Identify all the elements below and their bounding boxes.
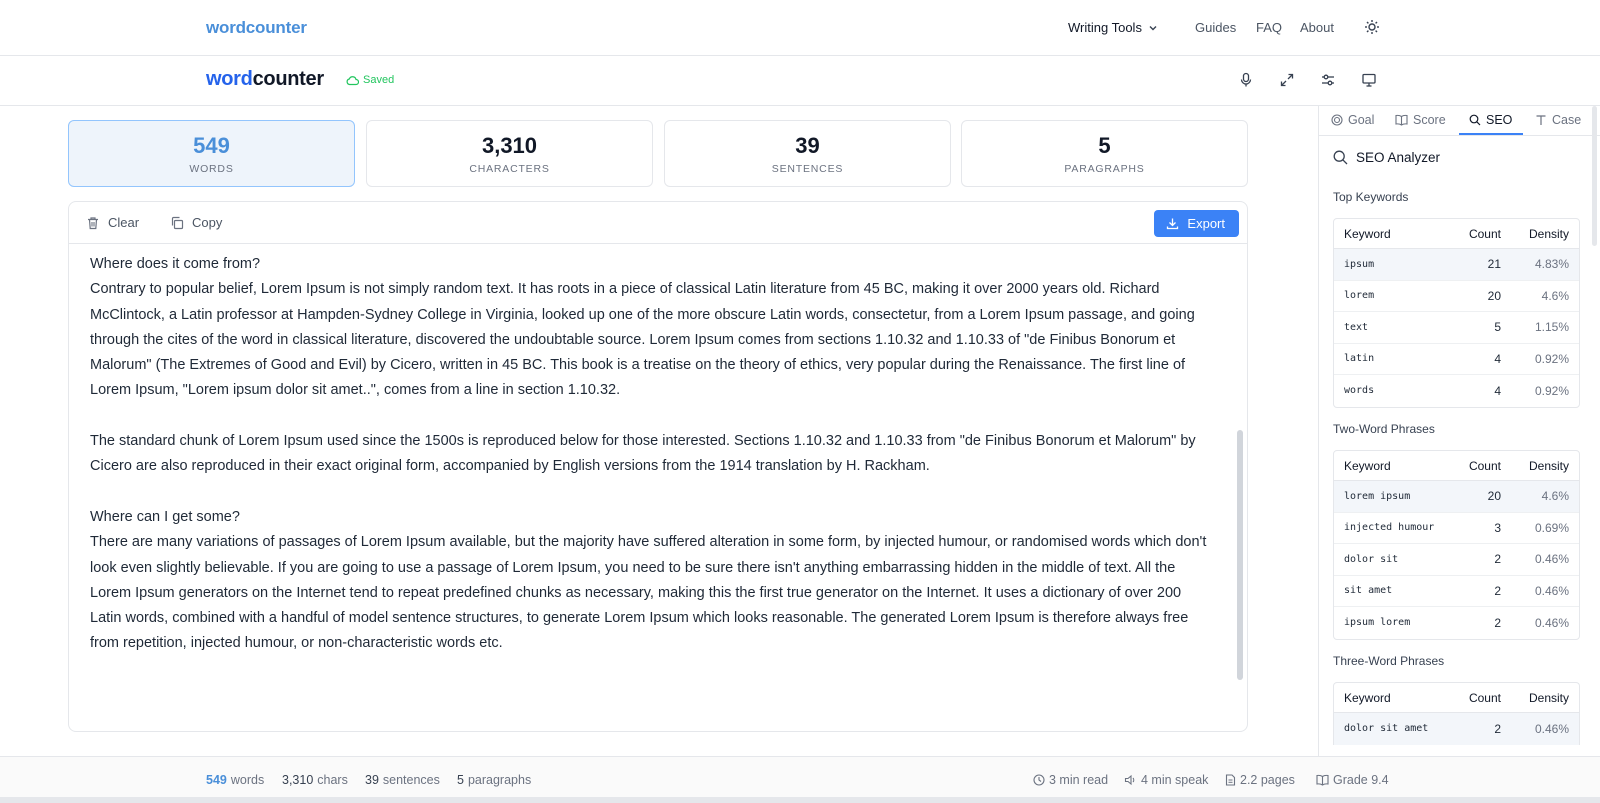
- col-keyword: Keyword: [1344, 458, 1391, 473]
- tab-label: Score: [1413, 113, 1446, 127]
- row-density: 0.92%: [1534, 383, 1569, 398]
- table-row: [1334, 312, 1579, 344]
- col-keyword: Keyword: [1344, 226, 1391, 241]
- nav-writing-tools[interactable]: [1068, 20, 1158, 35]
- row-count: 4: [1494, 383, 1501, 398]
- text-editor: [68, 201, 1248, 732]
- stat-label: WORDS: [189, 163, 234, 175]
- col-count: Count: [1468, 226, 1501, 241]
- tab-label: Case: [1552, 113, 1582, 127]
- cloud-icon: [346, 75, 359, 86]
- row-keyword: ipsum: [1344, 258, 1375, 270]
- row-count: 20: [1487, 489, 1501, 504]
- search-icon: [1333, 150, 1348, 165]
- footer-chars: [282, 773, 348, 787]
- monitor-icon[interactable]: [1361, 72, 1377, 88]
- row-keyword: words: [1344, 385, 1375, 397]
- copy-label: Copy: [192, 215, 223, 230]
- row-count: 2: [1494, 552, 1501, 567]
- tab-goal[interactable]: [1331, 113, 1374, 127]
- col-keyword: Keyword: [1344, 690, 1391, 705]
- active-tab-indicator: [1459, 133, 1523, 135]
- row-keyword: lorem: [1344, 290, 1375, 302]
- footer-speak-label: 4 min speak: [1141, 773, 1209, 787]
- footer-pages-label: 2.2 pages: [1240, 773, 1295, 787]
- row-keyword: ipsum lorem: [1344, 617, 1411, 629]
- app-logo[interactable]: [206, 68, 324, 91]
- download-icon: [1166, 217, 1179, 230]
- stat-value: 3,310: [481, 133, 538, 158]
- top-nav: [0, 0, 1600, 56]
- editor-paragraph: There are many variations of passages of Lorem Ipsum available, but the majority have suffered alteration in some form, by injected humour, or randomised words which don't look even slightly believable. If you are going to use a passage of Lorem Ipsum, you need to be sure there isn't anything embarrassing hidden in the middle of text. All the Lorem Ipsum generators on the Internet tend to repeat predefined chunks as necessary, making this the first true generator on the Internet. It uses a dictionary of over 200 Latin words, combined with a handful of model sentence structures, to generate Lorem Ipsum which looks reasonable. The generated Lorem Ipsum is therefore always free from repetition, injected humour, or non-characteristic words etc.: [90, 534, 1207, 652]
- row-keyword: injected humour: [1344, 522, 1435, 534]
- stat-label: PARAGRAPHS: [1064, 163, 1145, 175]
- panel-scrollbar[interactable]: [1592, 106, 1597, 246]
- expand-icon[interactable]: [1279, 72, 1295, 88]
- col-count: Count: [1468, 458, 1501, 473]
- stat-label: CHARACTERS: [469, 163, 550, 175]
- footer-words-count: 549: [206, 773, 227, 787]
- table-header: [1334, 451, 1579, 481]
- three-word-table: [1333, 682, 1580, 745]
- row-density: 0.46%: [1534, 552, 1569, 567]
- export-button[interactable]: [1154, 210, 1239, 237]
- tab-case[interactable]: [1535, 113, 1581, 127]
- footer-paragraphs-count: 5: [457, 773, 464, 787]
- book-icon: [1395, 114, 1408, 126]
- speaker-icon: [1124, 774, 1137, 786]
- tab-label: Goal: [1348, 113, 1375, 127]
- nav-about[interactable]: About: [1300, 20, 1334, 35]
- footer-chars-label: chars: [317, 773, 348, 787]
- footer-sentences-count: 39: [365, 773, 379, 787]
- footer-read-time: [1033, 773, 1108, 787]
- status-bar: [0, 756, 1600, 803]
- microphone-icon[interactable]: [1238, 72, 1254, 88]
- footer-grade-label: Grade 9.4: [1333, 773, 1389, 787]
- row-keyword: dolor sit: [1344, 553, 1399, 565]
- row-count: 2: [1494, 583, 1501, 598]
- table-row: [1334, 713, 1579, 745]
- footer-words: [206, 773, 264, 787]
- row-count: 4: [1494, 351, 1501, 366]
- table-header: [1334, 219, 1579, 249]
- trash-icon: [86, 216, 100, 230]
- stat-label: SENTENCES: [771, 163, 844, 175]
- stat-value: 5: [1098, 133, 1111, 158]
- footer-speak-time: [1124, 773, 1208, 787]
- three-word-title: Three-Word Phrases: [1333, 654, 1445, 668]
- logo-word: word: [206, 68, 253, 90]
- app-header: [0, 56, 1600, 106]
- editor-line: Where can I get some?: [90, 508, 240, 525]
- table-header: [1334, 683, 1579, 713]
- row-keyword: dolor sit amet: [1344, 723, 1429, 735]
- tab-label: SEO: [1486, 113, 1513, 127]
- stat-card-paragraphs[interactable]: [961, 120, 1248, 187]
- top-keywords-title: Top Keywords: [1333, 190, 1409, 204]
- copy-icon: [170, 216, 184, 230]
- table-row: [1334, 249, 1579, 281]
- chevron-down-icon: [1148, 23, 1158, 33]
- editor-line: Where does it come from?: [90, 256, 261, 272]
- row-density: 0.46%: [1534, 721, 1569, 736]
- row-keyword: text: [1344, 321, 1369, 333]
- row-keyword: latin: [1344, 353, 1375, 365]
- row-count: 3: [1494, 520, 1501, 535]
- row-density: 4.6%: [1541, 288, 1569, 303]
- footer-sentences-label: sentences: [382, 773, 440, 787]
- row-keyword: sit amet: [1344, 585, 1393, 597]
- nav-writing-tools-label: Writing Tools: [1068, 20, 1142, 35]
- footer-paragraphs: [457, 773, 531, 787]
- row-density: 4.6%: [1541, 489, 1569, 504]
- col-count: Count: [1468, 690, 1501, 705]
- export-label: Export: [1187, 216, 1225, 231]
- footer-paragraphs-label: paragraphs: [467, 773, 532, 787]
- col-density: Density: [1528, 226, 1569, 241]
- row-density: 0.69%: [1534, 520, 1569, 535]
- clear-button[interactable]: [86, 215, 139, 230]
- row-count: 2: [1494, 721, 1501, 736]
- copy-button[interactable]: [170, 215, 222, 230]
- target-icon: [1331, 114, 1343, 126]
- clock-icon: [1033, 774, 1045, 786]
- col-density: Density: [1528, 690, 1569, 705]
- stat-card-words[interactable]: [68, 120, 355, 187]
- stat-value: 549: [193, 133, 230, 158]
- table-row: [1334, 481, 1579, 513]
- table-row: [1334, 513, 1579, 545]
- tab-score[interactable]: [1395, 113, 1446, 127]
- editor-paragraph: The standard chunk of Lorem Ipsum used since the 1500s is reproduced below for those interested. Sections 1.10.32 and 1.10.33 from "de Finibus Bonorum et Malorum" by Cicero are also reproduced in their exact original form, accompanied by English versions from the 1914 translation by H. Rackham.: [90, 433, 1196, 475]
- text-icon: [1535, 114, 1547, 126]
- row-density: 0.92%: [1534, 351, 1569, 366]
- footer-grade: [1316, 773, 1389, 787]
- two-word-table: [1333, 450, 1580, 640]
- row-count: 21: [1487, 257, 1501, 272]
- search-icon: [1469, 114, 1481, 126]
- editor-toolbar: [69, 202, 1247, 244]
- table-row: [1334, 344, 1579, 376]
- editor-paragraph: Contrary to popular belief, Lorem Ipsum is not simply random text. It has roots in a piece of classical Latin literature from 45 BC, making it over 2000 years old. Richard McClintock, a Latin professor at Hampden-Sydney College in Virginia, looked up one of the more obscure Latin words, consectetur, from a Lorem Ipsum passage, and going through the cites of the word in classical literature, discovered the undoubtable source. Lorem Ipsum comes from sections 1.10.32 and 1.10.33 of "de Finibus Bonorum et Malorum" (The Extremes of Good and Evil) by Cicero, written in 45 BC. This book is a treatise on the theory of ethics, very popular during the Renaissance. The first line of Lorem Ipsum, "Lorem ipsum dolor sit amet..", comes from a line in section 1.10.32.: [90, 281, 1195, 399]
- row-count: 5: [1494, 320, 1501, 335]
- footer-words-label: words: [230, 773, 265, 787]
- row-keyword: lorem ipsum: [1344, 490, 1411, 502]
- seo-analyzer-title: [1333, 150, 1440, 165]
- clear-label: Clear: [108, 215, 140, 230]
- table-row: [1334, 544, 1579, 576]
- seo-analyzer-label: SEO Analyzer: [1356, 150, 1441, 165]
- row-count: 20: [1487, 288, 1501, 303]
- footer-pages: [1225, 773, 1295, 787]
- sliders-icon[interactable]: [1320, 72, 1336, 88]
- saved-status: [346, 74, 394, 86]
- row-count: 2: [1494, 615, 1501, 630]
- sun-icon[interactable]: [1364, 19, 1380, 35]
- table-row: [1334, 281, 1579, 313]
- row-density: 4.83%: [1534, 257, 1569, 272]
- row-density: 0.46%: [1534, 615, 1569, 630]
- stat-card-sentences[interactable]: [664, 120, 951, 187]
- stat-card-characters[interactable]: [366, 120, 653, 187]
- editor-content[interactable]: [90, 252, 1215, 657]
- file-icon: [1225, 774, 1236, 786]
- stat-value: 39: [795, 133, 820, 158]
- editor-scrollbar[interactable]: [1237, 430, 1243, 680]
- table-row: [1334, 375, 1579, 407]
- panel-tabs: [1319, 106, 1600, 136]
- book-icon: [1316, 774, 1329, 786]
- row-density: 0.46%: [1534, 583, 1569, 598]
- table-row: [1334, 607, 1579, 639]
- footer-sentences: [365, 773, 440, 787]
- nav-faq[interactable]: FAQ: [1256, 20, 1283, 35]
- seo-panel: [1318, 106, 1600, 756]
- site-brand[interactable]: wordcounter: [206, 18, 307, 37]
- top-keywords-table: [1333, 218, 1580, 408]
- table-row: [1334, 576, 1579, 608]
- saved-label: Saved: [363, 74, 395, 86]
- logo-counter: counter: [252, 68, 324, 90]
- col-density: Density: [1528, 458, 1569, 473]
- footer-chars-count: 3,310: [282, 773, 314, 787]
- footer-read-label: 3 min read: [1049, 773, 1109, 787]
- two-word-title: Two-Word Phrases: [1333, 422, 1435, 436]
- page-scrollbar[interactable]: [0, 797, 1600, 803]
- row-density: 1.15%: [1534, 320, 1569, 335]
- tab-seo[interactable]: [1469, 113, 1512, 127]
- nav-guides[interactable]: Guides: [1195, 20, 1237, 35]
